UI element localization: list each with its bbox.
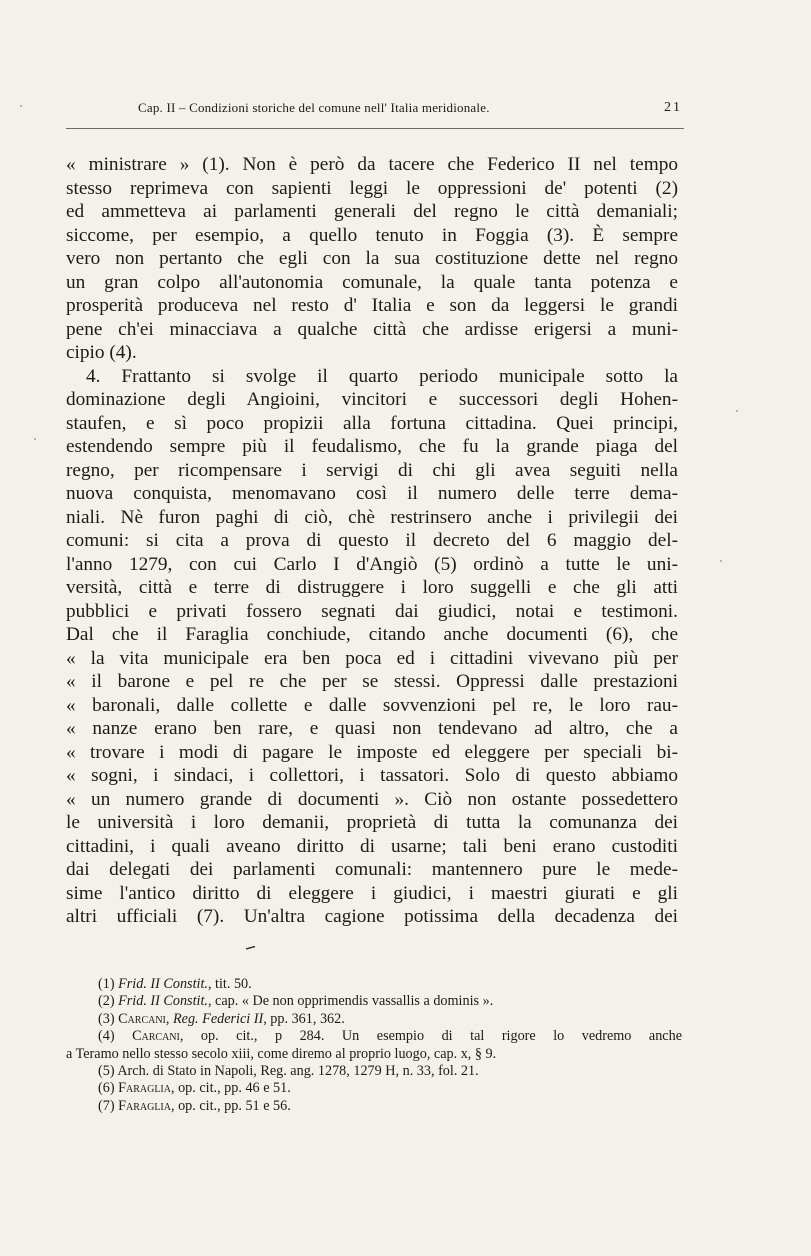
footnote: (3) Carcani, Reg. Federici II, pp. 361, 362. [98, 1010, 345, 1027]
text-line: « sogni, i sindaci, i collettori, i tassatori. Solo di questo abbiamo [66, 765, 678, 786]
footnote: (4) Carcani, op. cit., p 284. Un esempio di tal rigore lo vedremo anche [98, 1028, 682, 1045]
text-line: « trovare i modi di pagare le imposte ed eleggere per speciali bi- [66, 741, 678, 763]
text-line: sime l'antico diritto di eleggere i giudici, i maestri giurati e gli [66, 882, 678, 904]
text-line: prosperità produceva nel resto d' Italia e son da leggersi le grandi [66, 295, 678, 316]
footnote: (5) Arch. di Stato in Napoli, Reg. ang. 1278, 1279 H, n. 33, fol. 21. [98, 1063, 479, 1080]
header-rule [66, 128, 684, 129]
text-line: dominazione degli Angioini, vincitori e successori degli Hohen- [66, 389, 678, 410]
paper-speck [20, 105, 22, 107]
text-line: nuova conquista, menomavano così il numero delle terre dema- [66, 483, 678, 504]
footnote: (7) Faraglia, op. cit., pp. 51 e 56. [98, 1097, 291, 1114]
text-line: ed ammetteva ai parlamenti generali del regno le città demaniali; [66, 201, 678, 222]
text-line: vero non pertanto che egli con la sua costituzione dette nel regno [66, 248, 678, 269]
body-text [66, 153, 678, 929]
text-line: versità, città e terre di distruggere i loro suggelli e che gli atti [66, 577, 678, 598]
text-line: siccome, per esempio, a quello tenuto in Foggia (3). È sempre [66, 224, 678, 246]
text-line: niali. Nè furon paghi di ciò, chè restrinsero anche i privilegii dei [66, 506, 678, 528]
text-line: un gran colpo all'autonomia comunale, la quale tanta potenza e [66, 271, 678, 293]
text-line: pene ch'ei minacciava a qualche città che ardisse erigersi a muni- [66, 318, 678, 340]
text-line: « baronali, dalle collette e dalle sovvenzioni pel re, le loro rau- [66, 694, 678, 716]
text-line: « nanze erano ben rare, e quasi non tendevano ad altro, che a [66, 718, 678, 739]
paper-speck [720, 560, 722, 562]
footnote: (1) Frid. II Constit., tit. 50. [98, 976, 252, 992]
footnote-continuation: a Teramo nello stesso secolo xiii, come diremo al proprio luogo, cap. x, § 9. [66, 1045, 497, 1062]
page-number: 21 [664, 100, 682, 115]
text-line: Dal che il Faraglia conchiude, citando anche documenti (6), che [66, 624, 678, 645]
text-line: staufen, e sì poco propizii alla fortuna cittadina. Quei principi, [66, 412, 678, 434]
text-line: estendendo sempre più il feudalismo, che fu la grande piaga del [66, 436, 678, 457]
paper-speck [34, 438, 36, 440]
section-start-line: 4. Frattanto si svolge il quarto periodo municipale sotto la [86, 365, 678, 387]
text-line: cipio (4). [66, 342, 137, 363]
text-line: dai delegati dei parlamenti comunali: mantennero pure le mede- [66, 859, 678, 880]
footnote: (6) Faraglia, op. cit., pp. 46 e 51. [98, 1080, 291, 1097]
text-line: l'anno 1279, con cui Carlo I d'Angiò (5) ordinò a tutte le uni- [66, 553, 678, 575]
running-head [66, 100, 682, 120]
text-line: cittadini, i quali aveano diritto di usarne; tali beni erano custoditi [66, 835, 678, 857]
text-line: pubblici e privati fossero segnati dai giudici, notai e testimoni. [66, 600, 678, 622]
chapter-heading: Cap. II – Condizioni storiche del comune nell' Italia meridionale. [138, 100, 490, 115]
footnote: (2) Frid. II Constit., cap. « De non opprimendis vassallis a dominis ». [98, 993, 494, 1010]
text-line: stesso reprimeva con sapienti leggi le oppressioni de' potenti (2) [66, 177, 678, 199]
text-line: altri ufficiali (7). Un'altra cagione potissima della decadenza dei [66, 906, 678, 927]
text-line: « il barone e pel re che per se stessi. Oppressi dalle prestazioni [66, 671, 678, 692]
text-line: regno, per ricompensare i servigi di chi gli avea seguiti nella [66, 459, 678, 481]
text-line: « ministrare » (1). Non è però da tacere che Federico II nel tempo [66, 154, 678, 175]
text-line: « la vita municipale era ben poca ed i cittadini vivevano più per [66, 647, 678, 669]
caret-mark-icon [246, 946, 256, 950]
text-line: le università i loro demanii, proprietà di tutta la comunanza dei [66, 812, 678, 833]
text-line: « un numero grande di documenti ». Ciò non ostante possedettero [66, 788, 678, 810]
paper-speck [736, 410, 738, 412]
text-line: comuni: si cita a prova di questo il decreto del 6 maggio del- [66, 530, 678, 551]
footnotes [66, 976, 682, 1115]
